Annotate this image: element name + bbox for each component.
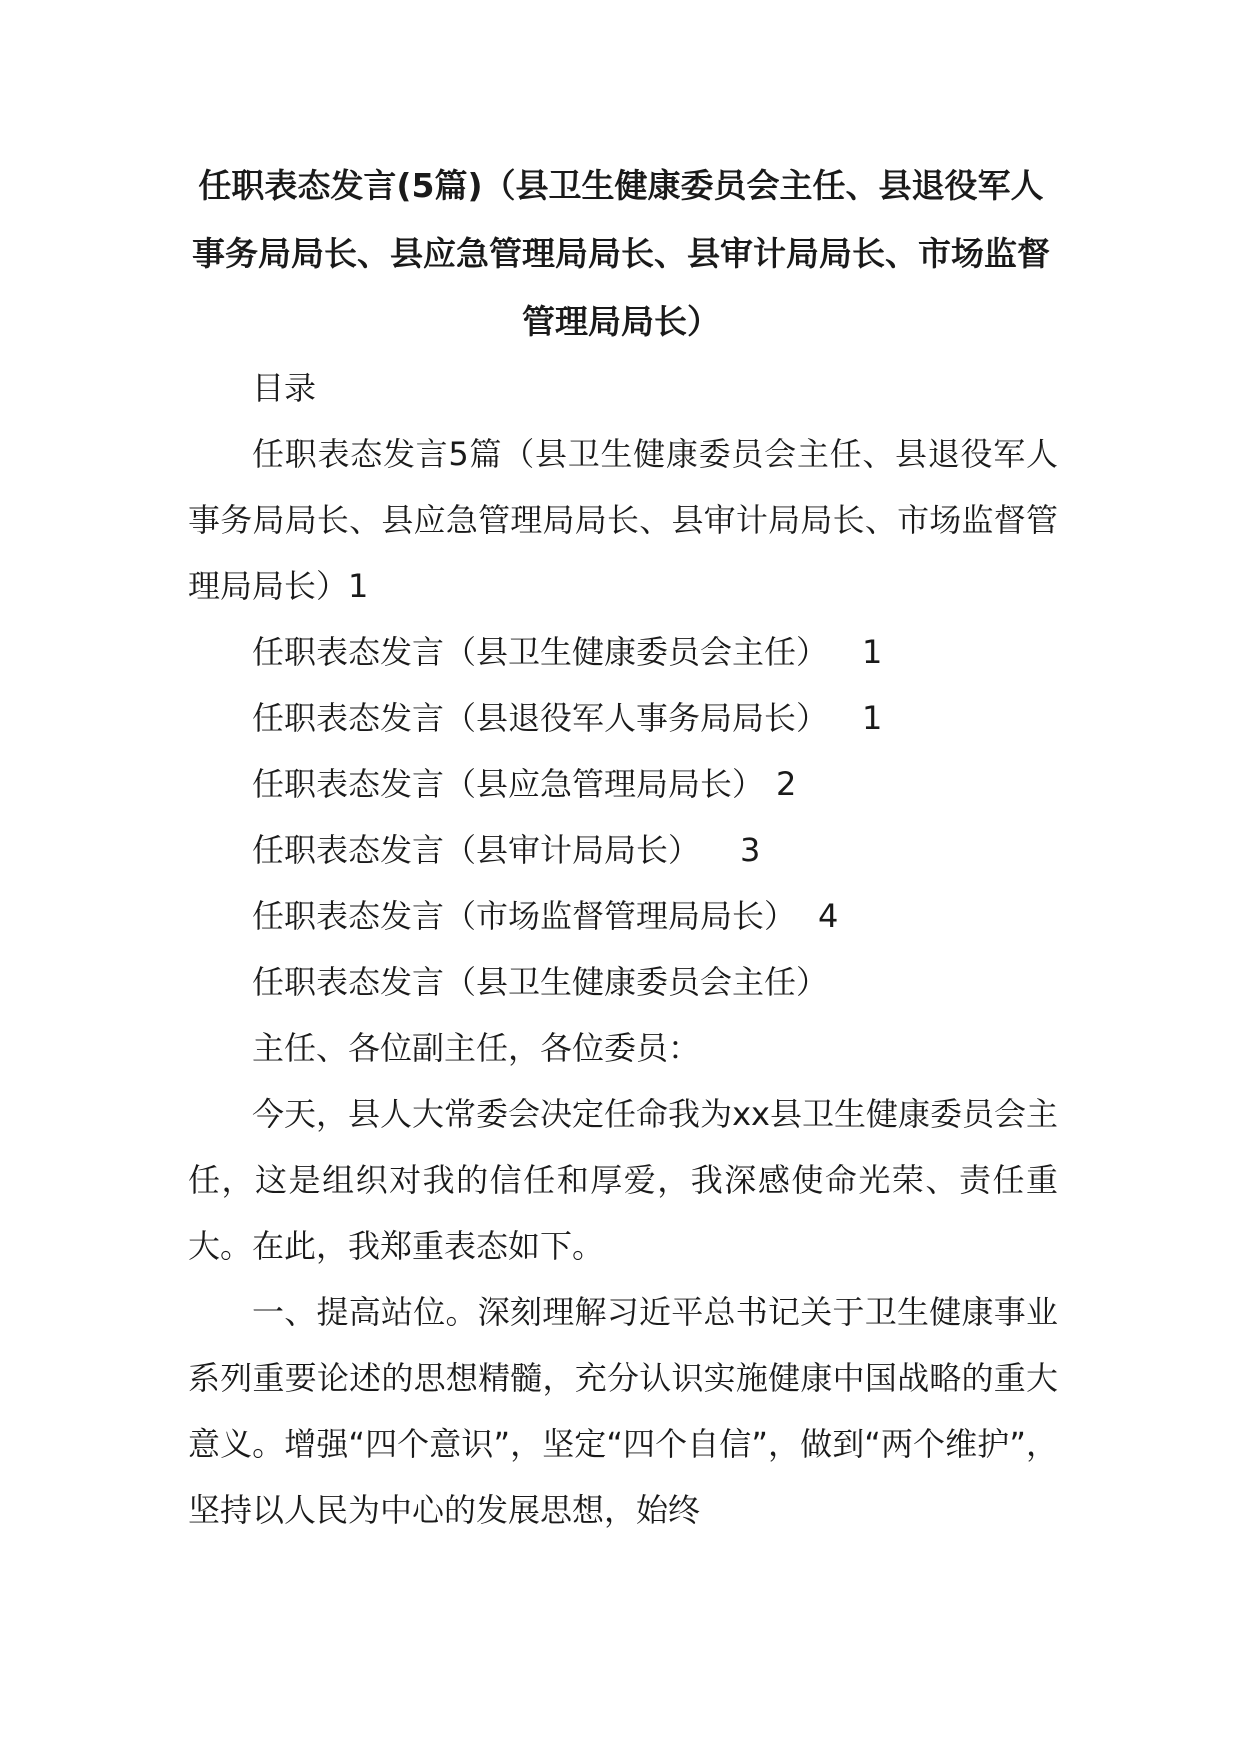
toc-entry-page: 1 [862,699,883,737]
body-paragraph-2: 一、提高站位。深刻理解习近平总书记关于卫生健康事业系列重要论述的思想精髓，充分认识实施健康中国战略的重大意义。增强“四个意识”，坚定“四个自信”，做到“两个维护”，坚持以人民为中心的发展思想，始终 [188,1293,1058,1529]
body-paragraph-1: 今天，县人大常委会决定任命我为xx县卫生健康委员会主任，这是组织对我的信任和厚爱，我深感使命光荣、责任重大。在此，我郑重表态如下。 [188,1095,1058,1265]
salutation: 主任、各位副主任，各位委员： [252,1029,701,1067]
toc-entry-text: 任职表态发言（市场监督管理局局长） [252,897,797,935]
toc-entry-text: 任职表态发言（县卫生健康委员会主任） [252,633,829,671]
document-body [188,355,1058,1543]
toc-entry-page: 3 [740,831,761,869]
section-heading: 任职表态发言（县卫生健康委员会主任） [252,963,829,1001]
toc-entry-4 [188,751,1058,817]
document-title: 任职表态发言(5篇)（县卫生健康委员会主任、县退役军人事务局局长、县应急管理局局长、县审计局局长、市场监督管理局局长） [192,166,1050,341]
toc-entry-text: 任职表态发言（县退役军人事务局局长） [252,699,829,737]
toc-entry-text: 任职表态发言（县应急管理局局长） [252,765,765,803]
toc-entry-2 [188,619,1058,685]
toc-entry-text: 任职表态发言（县审计局局长） [252,831,701,869]
toc-entry-page: 1 [348,567,369,605]
toc-entry-page: 4 [818,897,839,935]
toc-entry-6 [188,883,1058,949]
toc-entry-page: 1 [862,633,883,671]
toc-entry-page: 2 [776,765,797,803]
toc-entry-3 [188,685,1058,751]
toc-entry-text: 任职表态发言5篇（县卫生健康委员会主任、县退役军人事务局局长、县应急管理局局长、县审计局局长、市场监督管理局局长） [188,435,1058,605]
toc-entry-1 [188,421,1058,619]
toc-entry-5 [188,817,1058,883]
toc-heading: 目录 [252,369,317,407]
